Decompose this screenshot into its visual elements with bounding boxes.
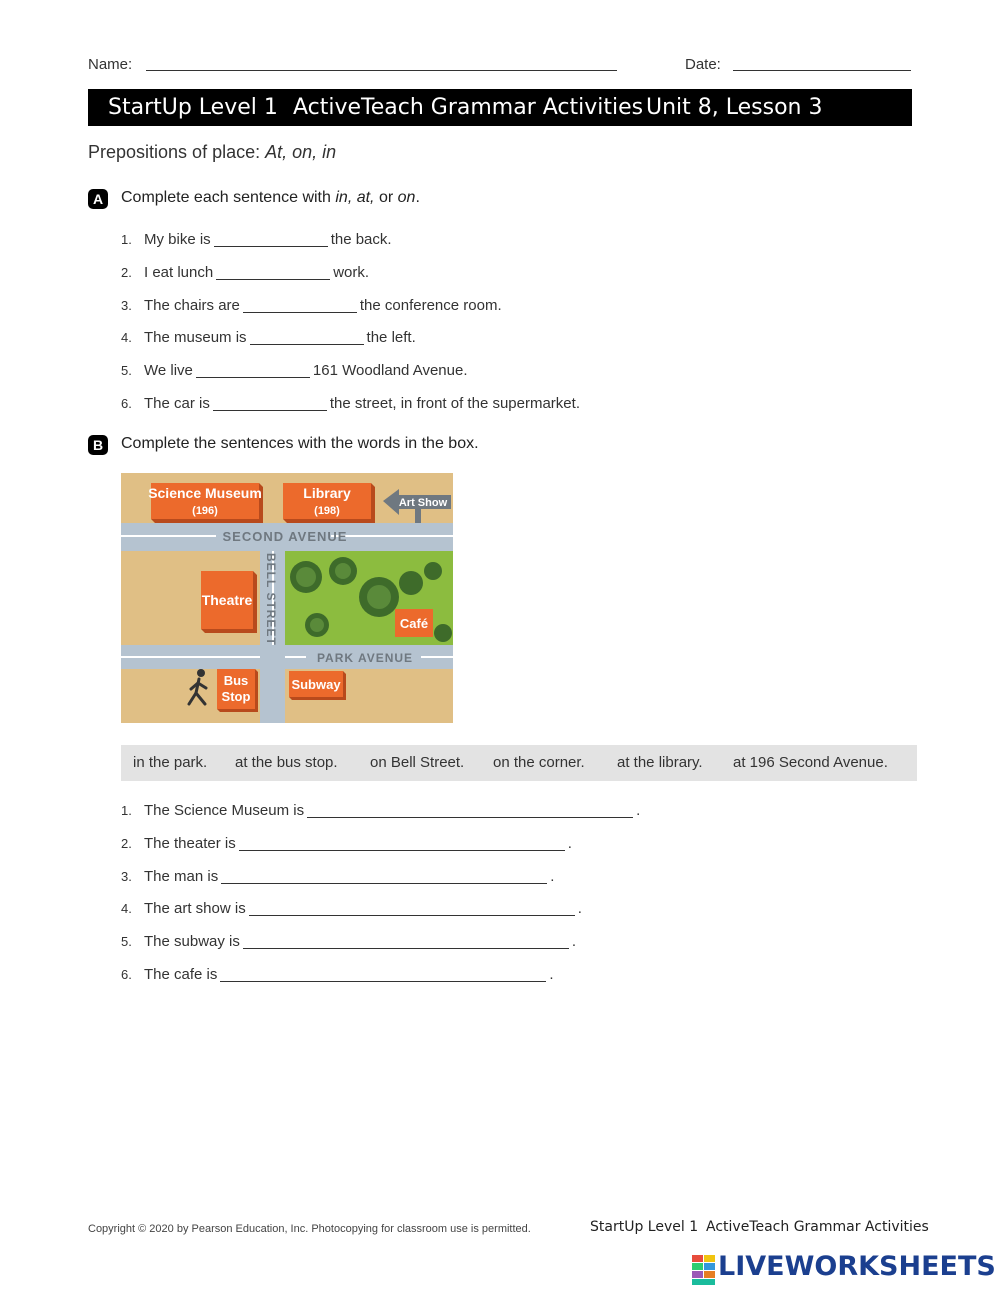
- answer-blank[interactable]: [221, 867, 547, 884]
- item-before: I eat lunch: [144, 264, 214, 281]
- answer-blank[interactable]: [243, 932, 569, 949]
- answer-input[interactable]: [214, 232, 328, 248]
- section-a-instruction: [121, 189, 420, 207]
- section-a-item: [121, 295, 502, 317]
- answer-input[interactable]: [307, 803, 633, 819]
- title-activities: ActiveTeach Grammar Activities: [293, 95, 644, 120]
- item-after: .: [567, 835, 572, 852]
- answer-blank[interactable]: [196, 361, 310, 378]
- answer-input[interactable]: [243, 298, 357, 314]
- word-option: on the corner.: [493, 754, 585, 771]
- answer-input[interactable]: [213, 396, 327, 412]
- street-map-svg: [121, 473, 453, 723]
- answer-input[interactable]: [249, 901, 575, 917]
- second-avenue-label: SECOND AVENUE: [222, 529, 348, 544]
- section-b-item: [121, 964, 554, 986]
- item-number: 2.: [121, 836, 132, 851]
- item-after: .: [549, 966, 554, 983]
- answer-input[interactable]: [196, 363, 310, 379]
- item-before: We live: [144, 362, 193, 379]
- item-number: 5.: [121, 363, 132, 378]
- date-input[interactable]: [733, 48, 911, 70]
- answer-blank[interactable]: [214, 230, 328, 247]
- item-before: The car is: [144, 395, 210, 412]
- item-before: The theater is: [144, 835, 236, 852]
- answer-blank[interactable]: [250, 328, 364, 345]
- date-line: [733, 70, 911, 71]
- section-b-item: [121, 931, 576, 953]
- subway-label: Subway: [291, 677, 341, 692]
- item-before: The art show is: [144, 900, 246, 917]
- item-number: 3.: [121, 869, 132, 884]
- title-bar: [88, 89, 912, 126]
- answer-input[interactable]: [221, 869, 547, 885]
- item-before: The museum is: [144, 329, 247, 346]
- item-number: 1.: [121, 232, 132, 247]
- street-map: [121, 473, 453, 723]
- subtitle-prefix: Prepositions of place:: [88, 142, 261, 162]
- answer-input[interactable]: [239, 836, 565, 852]
- item-after: work.: [333, 264, 370, 281]
- section-b-item: [121, 898, 582, 920]
- answer-blank[interactable]: [216, 263, 330, 280]
- library-label: Library: [303, 485, 351, 501]
- item-after: the back.: [330, 231, 392, 248]
- answer-blank[interactable]: [307, 801, 633, 818]
- section-a-item: [121, 393, 580, 415]
- item-after: .: [550, 868, 555, 885]
- word-option: on Bell Street.: [370, 754, 465, 771]
- footer-level: StartUp Level 1: [590, 1219, 699, 1235]
- library-number: (198): [314, 505, 340, 517]
- item-number: 4.: [121, 901, 132, 916]
- item-number: 1.: [121, 803, 132, 818]
- item-after: the street, in front of the supermarket.: [329, 395, 580, 412]
- item-before: The chairs are: [144, 297, 240, 314]
- theatre-label: Theatre: [201, 592, 253, 608]
- item-after: .: [636, 802, 641, 819]
- section-a-badge: A: [88, 189, 108, 209]
- title-unit: Unit 8, Lesson 3: [646, 95, 823, 120]
- science-museum-number: (196): [192, 505, 218, 517]
- answer-blank[interactable]: [239, 834, 565, 851]
- section-b-badge: B: [88, 435, 108, 455]
- answer-blank[interactable]: [249, 899, 575, 916]
- section-a-end: .: [415, 189, 420, 206]
- word-option: at the bus stop.: [235, 754, 338, 771]
- section-b-item: [121, 833, 572, 855]
- copyright-notice: Copyright © 2020 by Pearson Education, Inc. Photocopying for classroom use is permitted.: [88, 1223, 531, 1235]
- science-museum-label: Science Museum: [148, 485, 262, 501]
- name-input[interactable]: [146, 48, 617, 70]
- stop-label: Stop: [221, 689, 251, 704]
- section-b-item: [121, 866, 554, 888]
- answer-input[interactable]: [243, 934, 569, 950]
- item-after: 161 Woodland Avenue.: [312, 362, 468, 379]
- liveworksheets-wordmark: LIVEWORKSHEETS: [718, 1251, 996, 1282]
- item-number: 3.: [121, 298, 132, 313]
- word-option: at the library.: [617, 754, 703, 771]
- park-avenue-label: PARK AVENUE: [316, 651, 414, 665]
- item-before: The Science Museum is: [144, 802, 305, 819]
- answer-input[interactable]: [220, 967, 546, 983]
- section-a-prefix: Complete each sentence with: [121, 189, 331, 206]
- word-option: at 196 Second Avenue.: [733, 754, 888, 771]
- section-a-item: [121, 327, 416, 349]
- section-a-item: [121, 360, 467, 382]
- section-a-italic2: on: [397, 189, 416, 206]
- item-after: .: [571, 933, 577, 950]
- item-number: 5.: [121, 934, 132, 949]
- section-b-item: [121, 800, 640, 822]
- section-a-item: [121, 229, 392, 251]
- item-before: The man is: [144, 868, 219, 885]
- title-level: StartUp Level 1: [108, 95, 278, 120]
- bell-street-label: BELL STREET: [264, 553, 278, 646]
- name-line: [146, 70, 617, 71]
- page-subtitle: [88, 142, 336, 163]
- item-before: The cafe is: [144, 966, 218, 983]
- bus-label: Bus: [223, 673, 249, 688]
- item-before: My bike is: [144, 231, 211, 248]
- item-number: 2.: [121, 265, 132, 280]
- section-a-or: or: [378, 189, 394, 206]
- item-after: .: [577, 900, 582, 917]
- section-a-item: [121, 262, 369, 284]
- item-after: the left.: [366, 329, 416, 346]
- answer-input[interactable]: [250, 330, 364, 346]
- answer-blank[interactable]: [213, 394, 327, 411]
- item-number: 6.: [121, 396, 132, 411]
- item-before: The subway is: [144, 933, 240, 950]
- footer-title: ActiveTeach Grammar Activities: [706, 1219, 929, 1235]
- answer-blank[interactable]: [220, 965, 546, 982]
- name-label: Name:: [88, 56, 133, 73]
- cafe-label: Café: [399, 616, 429, 631]
- liveworksheets-blocks-icon: [692, 1255, 716, 1285]
- subtitle-italic: At, on, in: [265, 142, 337, 162]
- answer-input[interactable]: [216, 265, 330, 281]
- word-box: [121, 745, 917, 781]
- word-option: in the park.: [133, 754, 208, 771]
- item-after: the conference room.: [359, 297, 502, 314]
- answer-blank[interactable]: [243, 296, 357, 313]
- art-show-label: Art Show: [398, 497, 448, 509]
- date-label: Date:: [685, 56, 721, 73]
- item-number: 4.: [121, 330, 132, 345]
- section-a-italic: in, at,: [335, 189, 375, 206]
- item-number: 6.: [121, 967, 132, 982]
- section-b-instruction: Complete the sentences with the words in the box.: [121, 435, 479, 452]
